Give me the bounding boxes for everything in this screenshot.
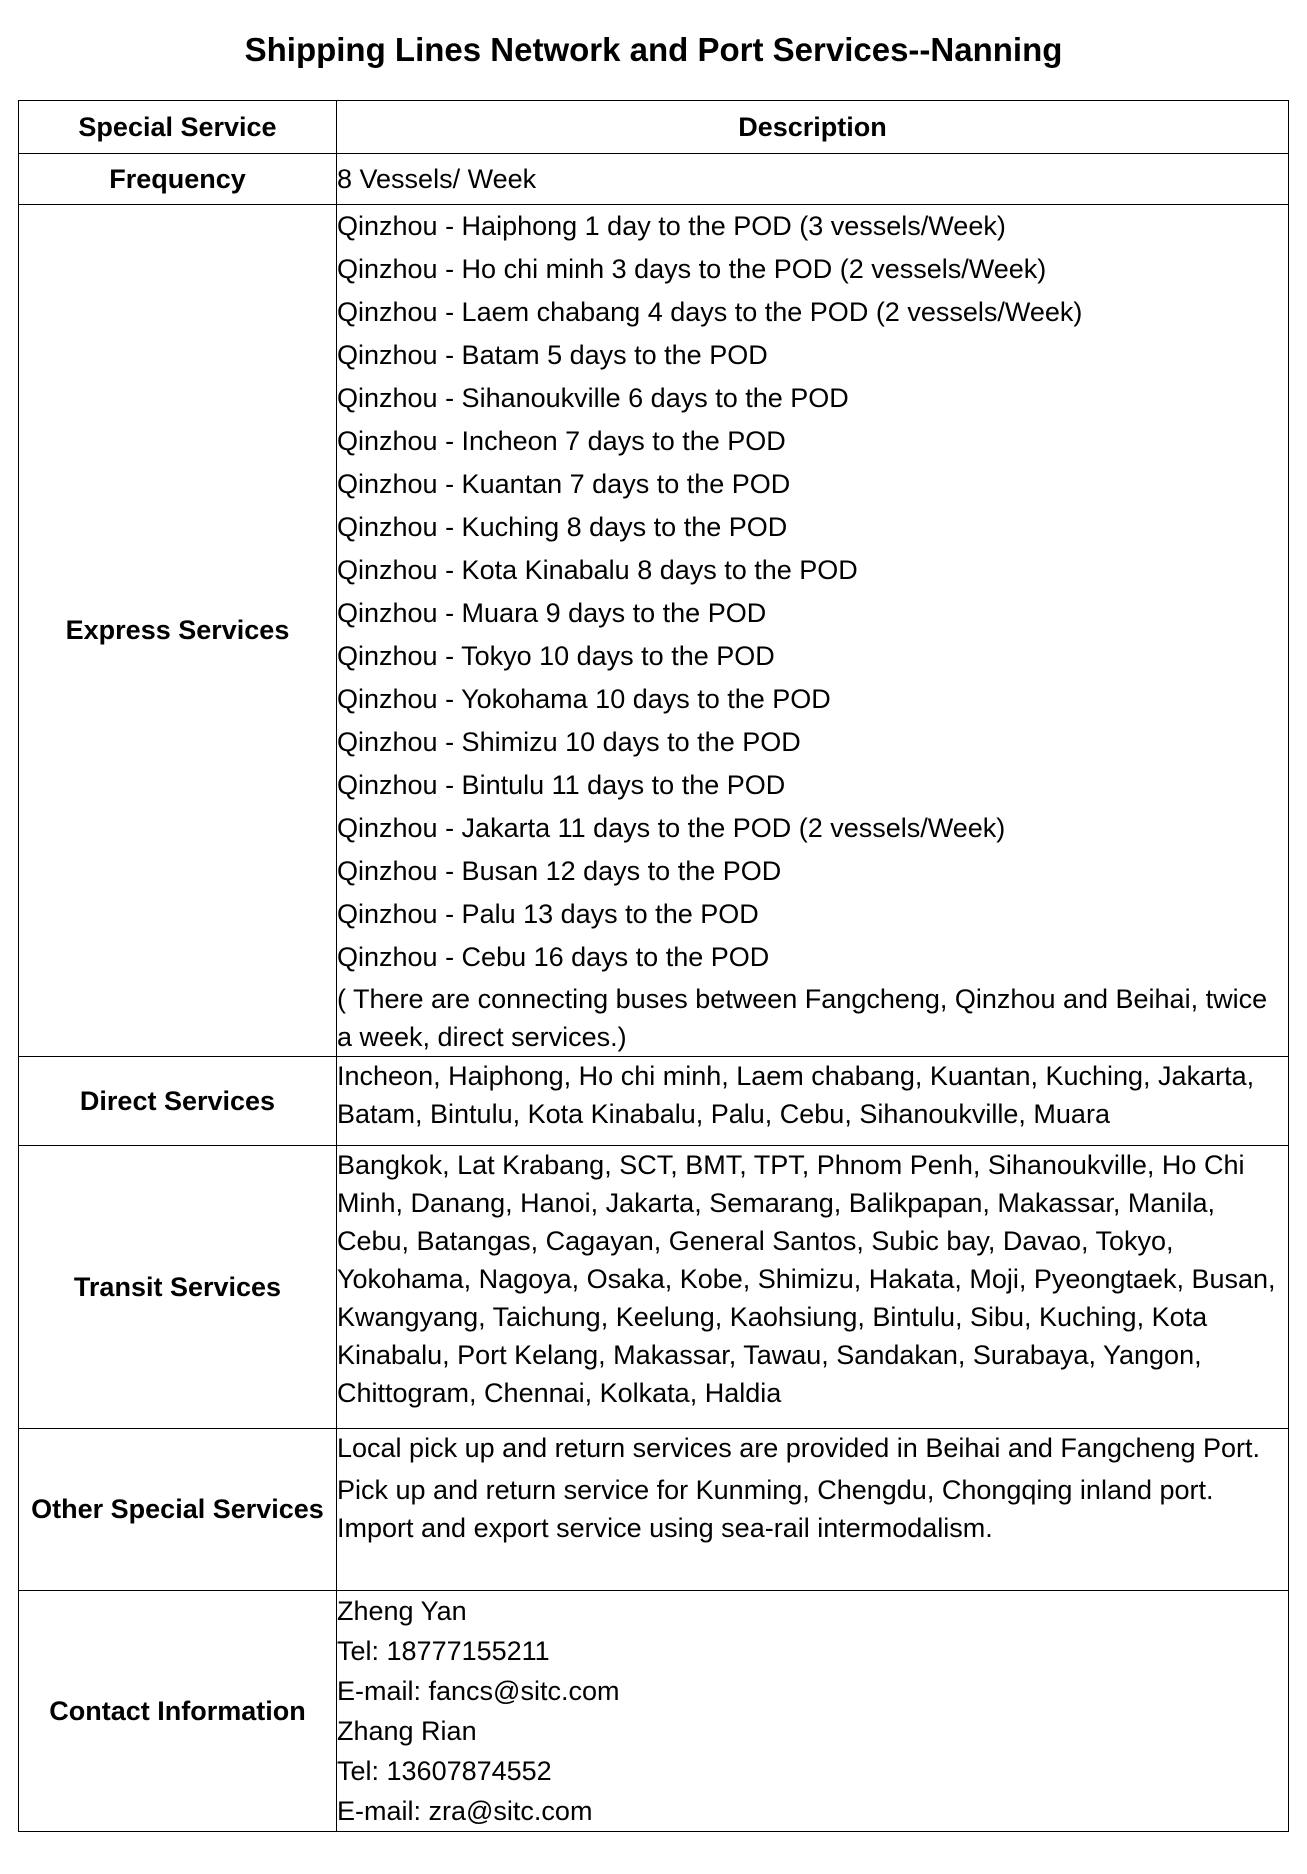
express-route: Qinzhou - Sihanoukville 6 days to the POD [337,383,849,413]
other-special-services-cell [337,1429,1289,1591]
express-route: Qinzhou - Ho chi minh 3 days to the POD (2 vessels/Week) [337,254,1047,284]
page-title: Shipping Lines Network and Port Services--Nanning [244,31,1063,68]
contact-email: E-mail: zra@sitc.com [337,1796,593,1826]
other-service-item: Local pick up and return services are provided in Beihai and Fangcheng Port. [337,1433,1261,1463]
express-route: Qinzhou - Laem chabang 4 days to the POD (2 vessels/Week) [337,297,1083,327]
contact-email: E-mail: fancs@sitc.com [337,1676,620,1706]
header-special-service: Special Service [19,101,337,154]
express-route: Qinzhou - Jakarta 11 days to the POD (2 vessels/Week) [337,813,1006,843]
other-service-item: Pick up and return service for Kunming, Chengdu, Chongqing inland port. Import and export service using sea-rail intermodalism. [337,1475,1214,1543]
header-description: Description [337,101,1289,154]
express-route: Qinzhou - Kota Kinabalu 8 days to the POD [337,555,858,585]
transit-services-label: Transit Services [19,1146,337,1429]
express-route: Qinzhou - Muara 9 days to the POD [337,598,767,628]
table-row-transit-services [19,1146,1289,1429]
contact-information-label: Contact Information [19,1591,337,1832]
contact-information-cell [337,1591,1289,1832]
contact-phone: Tel: 13607874552 [337,1756,552,1786]
contact-name: Zhang Rian [337,1716,477,1746]
transit-services-value: Bangkok, Lat Krabang, SCT, BMT, TPT, Phnom Penh, Sihanoukville, Ho Chi Minh, Danang, Hanoi, Jakarta, Semarang, Balikpapan, Makassar, Manila, Cebu, Batangas, Cagayan, General Santos, Subic bay, Davao, Tokyo, Yokohama, Nagoya, Osaka, Kobe, Shimizu, Hakata, Moji, Pyeongtaek, Busan, Kwangyang, Taichung, Keelung, Kaohsiung, Bintulu, Sibu, Kuching, Kota Kinabalu, Port Kelang, Makassar, Tawau, Sandakan, Surabaya, Yangon, Chittogram, Chennai, Kolkata, Haldia [337,1150,1276,1408]
express-route: Qinzhou - Palu 13 days to the POD [337,899,759,929]
express-route: Qinzhou - Tokyo 10 days to the POD [337,641,775,671]
express-route: Qinzhou - Haiphong 1 day to the POD (3 vessels/Week) [337,211,1006,241]
transit-services-cell [337,1146,1289,1429]
contact-phone: Tel: 18777155211 [337,1636,550,1666]
express-route: Qinzhou - Shimizu 10 days to the POD [337,727,801,757]
express-services-label: Express Services [19,205,337,1057]
other-special-services-label: Other Special Services [19,1429,337,1591]
table-row-frequency [19,154,1289,205]
frequency-value: 8 Vessels/ Week [337,154,1289,205]
contact-name: Zheng Yan [337,1596,467,1626]
table-row-express-services [19,205,1289,1057]
express-route: Qinzhou - Yokohama 10 days to the POD [337,684,831,714]
express-route: Qinzhou - Kuching 8 days to the POD [337,512,788,542]
express-route: Qinzhou - Busan 12 days to the POD [337,856,782,886]
table-row-other-special-services [19,1429,1289,1591]
direct-services-value: Incheon, Haiphong, Ho chi minh, Laem chabang, Kuantan, Kuching, Jakarta, Batam, Bintulu, Kota Kinabalu, Palu, Cebu, Sihanoukville, Muara [337,1061,1255,1129]
table-row-direct-services [19,1057,1289,1146]
express-routes-cell [337,205,1289,1057]
express-route: Qinzhou - Incheon 7 days to the POD [337,426,786,456]
express-route: Qinzhou - Batam 5 days to the POD [337,340,768,370]
table-row-contact-information [19,1591,1289,1832]
express-route: Qinzhou - Bintulu 11 days to the POD [337,770,786,800]
table-header-row [19,101,1289,154]
direct-services-label: Direct Services [19,1057,337,1146]
frequency-label: Frequency [19,154,337,205]
express-route: Qinzhou - Kuantan 7 days to the POD [337,469,791,499]
services-table [18,100,1289,1832]
express-route: Qinzhou - Cebu 16 days to the POD [337,942,770,972]
direct-services-cell [337,1057,1289,1146]
express-services-note: ( There are connecting buses between Fangcheng, Qinzhou and Beihai, twice a week, direct services.) [337,984,1268,1052]
